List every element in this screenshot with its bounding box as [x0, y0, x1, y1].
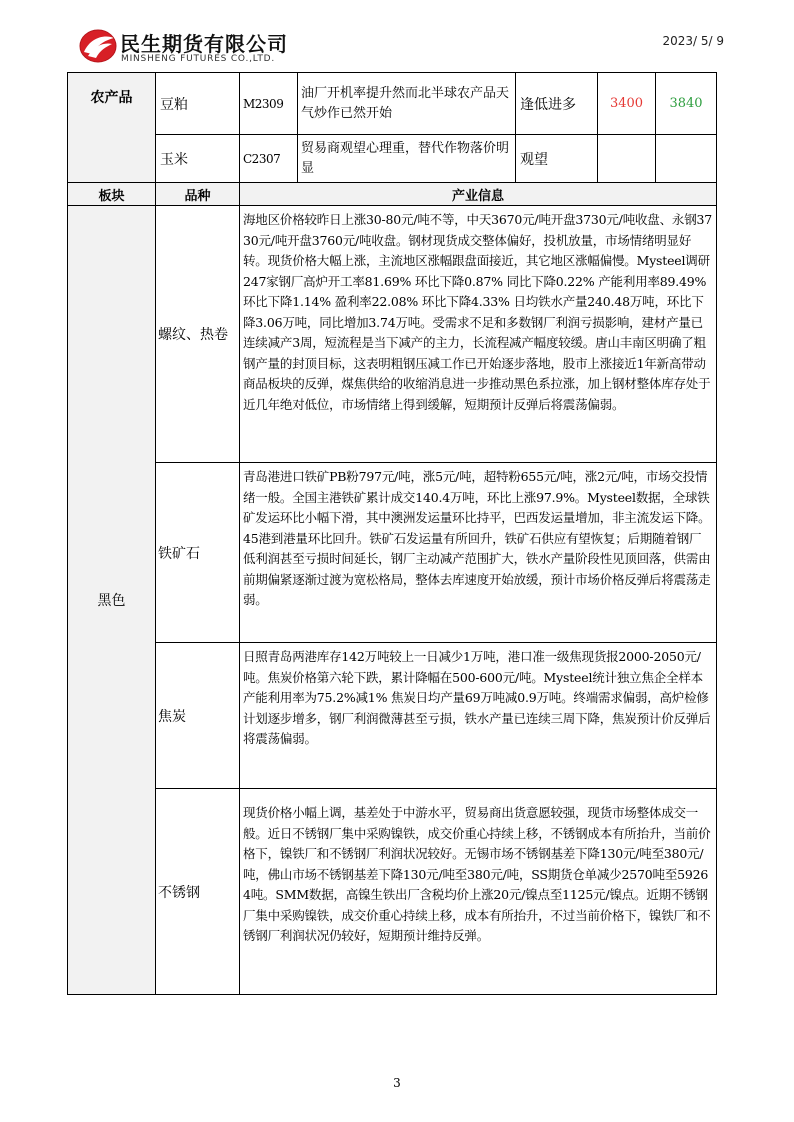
variety-rebar-hrc: 螺纹、热卷: [156, 206, 240, 463]
support-price: 3400: [598, 73, 656, 135]
header-variety: 品种: [156, 183, 240, 206]
minsheng-logo-icon: [78, 28, 118, 64]
sector-agri: 农产品: [68, 73, 156, 183]
variety-soymeal: 豆粕: [156, 73, 240, 135]
header-sector: 板块: [68, 183, 156, 206]
core-logic: 油厂开机率提升然而北半球农产品天气炒作已然开始: [298, 73, 516, 135]
header-info: 产业信息: [240, 183, 717, 206]
table-row: [68, 73, 717, 135]
page-header: [78, 24, 724, 74]
variety-stainless: 不锈钢: [156, 789, 240, 995]
variety-iron-ore: 铁矿石: [156, 463, 240, 643]
strategy-view: 逢低进多: [516, 73, 598, 135]
core-logic: 贸易商观望心理重，替代作物落价明显: [298, 135, 516, 183]
report-table: [67, 72, 717, 995]
resistance-price: 3840: [656, 73, 717, 135]
industry-info: 青岛港进口铁矿PB粉797元/吨，涨5元/吨，超特粉655元/吨，涨2元/吨，市场交投情绪一般。全国主港铁矿累计成交140.4万吨，环比上涨97.9%。Mysteel数据，全球铁矿发运环比小幅下滑，其中澳洲发运量环比持平，巴西发运量增加，非主流发运下降。45港到港量环比回升。铁矿石发运量有所回升，铁矿石供应有望恢复；后期随着钢厂低利润甚至亏损时间延长，钢厂主动减产范围扩大，铁水产量阶段性见顶回落，供需由前期偏紧逐渐过渡为宽松格局，整体去库速度开始放缓，预计市场价格反弹后将震荡走弱。: [240, 463, 717, 643]
page-number: 3: [393, 1076, 401, 1090]
strategy-view: 观望: [516, 135, 598, 183]
table-row: [68, 789, 717, 995]
table-row: [68, 135, 717, 183]
variety-coke: 焦炭: [156, 643, 240, 789]
sector-black: 黑色: [68, 206, 156, 995]
industry-info: 海地区价格较昨日上涨30-80元/吨不等，中天3670元/吨开盘3730元/吨收盘、永钢3730元/吨开盘3760元/吨收盘。钢材现货成交整体偏好，投机放量，市场情绪明显好转。现货价格大幅上涨，主流地区涨幅跟盘面接近，其它地区涨幅偏慢。Mysteel调研247家钢厂高炉开工率81.69% 环比下降0.87% 同比下降0.22% 产能利用率89.49% 环比下降1.14% 盈利率22.08% 环比下降4.33% 日均铁水产量240.48万吨，环比下降3.06万吨，同比增加3.74万吨。受需求不足和多数钢厂利润亏损影响，建材产量已连续减产3周，短流程是当下减产的主力，长流程减产幅度较缓。唐山丰南区明确了粗钢产量的封顶目标，这表明粗钢压减工作已开始逐步落地，股市上涨接近1年新高带动商品板块的反弹，煤焦供给的收缩消息进一步推动黑色系拉涨，加上钢材整体库存处于近几年绝对低位，市场情绪上得到缓解，短期预计反弹后将震荡偏弱。: [240, 206, 717, 463]
variety-corn: 玉米: [156, 135, 240, 183]
table-row: [68, 643, 717, 789]
industry-info: 日照青岛两港库存142万吨较上一日减少1万吨，港口准一级焦现货报2000-2050元/吨。焦炭价格第六轮下跌，累计降幅在500-600元/吨。Mysteel统计独立焦企全样本产能利用率为75.2%减1% 焦炭日均产量69万吨减0.9万吨。终端需求偏弱，高炉检修计划逐步增多，钢厂利润微薄甚至亏损，铁水产量已连续三周下降，焦炭预计价反弹后将震荡偏弱。: [240, 643, 717, 789]
table-row: [68, 206, 717, 463]
contract-code: C2307: [240, 135, 298, 183]
industry-info: 现货价格小幅上调，基差处于中游水平，贸易商出货意愿较强，现货市场整体成交一般。近日不锈钢厂集中采购镍铁，成交价重心持续上移，不锈钢成本有所抬升，当前价格下，镍铁厂和不锈钢厂利润状况较好。无锡市场不锈钢基差下降130元/吨至380元/吨，佛山市场不锈钢基差下降130元/吨至380元/吨，SS期货仓单减少2570吨至59264吨。SMM数据，高镍生铁出厂含税均价上涨20元/镍点至1125元/镍点。近期不锈钢厂集中采购镍铁，成交价重心持续上移，成本有所抬升，不过当前价格下，镍铁厂和不锈钢厂利润状况仍较好，短期预计维持反弹。: [240, 789, 717, 995]
company-name-cn: 民生期货有限公司: [120, 32, 288, 56]
support-price: [598, 135, 656, 183]
company-name-en: MINSHENG FUTURES CO.,LTD.: [121, 54, 276, 64]
contract-code: M2309: [240, 73, 298, 135]
table-header-row: [68, 183, 717, 206]
table-row: [68, 463, 717, 643]
resistance-price: [656, 135, 717, 183]
report-date: 2023/ 5/ 9: [662, 34, 724, 48]
